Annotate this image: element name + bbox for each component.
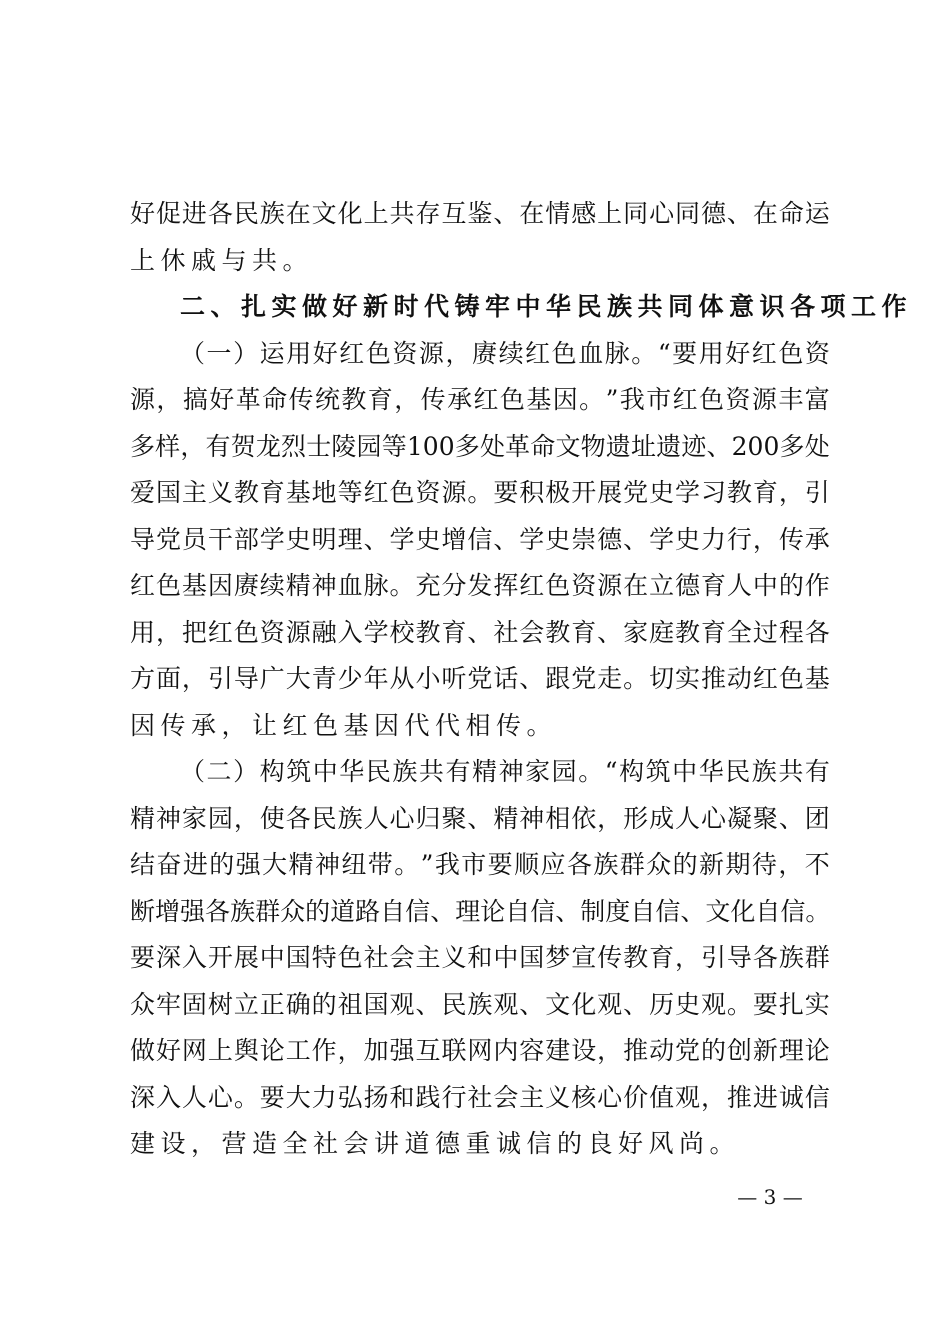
body-line: 导 党 员 干 部 学 史 明 理 、 学 史 增 信 、 学 史 崇 德 、 学 史 力 行 ， 传 承 [130,524,830,554]
section-heading: 二、扎实做好新时代铸牢中华民族共同体意识各项工作 [180,292,913,321]
body-line: 要 深 入 开 展 中 国 特 色 社 会 主 义 和 中 国 梦 宣 传 教 育 ， 引 导 各 族 群 [130,943,830,972]
body-line: 源 ， 搞 好 革 命 传 统 教 育 ， 传 承 红 色 基 因 。 ” 我 市 红 色 资 源 丰 富 [130,385,830,414]
subsection-first-line: （ 二 ） 构 筑 中 华 民 族 共 有 精 神 家 园 。 “ 构 筑 中 华 民 族 共 有 [180,757,830,786]
body-line: 精 神 家 园 ， 使 各 民 族 人 心 归 聚 、 精 神 相 依 ， 形 成 人 心 凝 聚 、 团 [130,803,830,833]
body-line: 好 促 进 各 民 族 在 文 化 上 共 存 互 鉴 、 在 情 感 上 同 心 同 德 、 在 命 运 [130,199,830,228]
body-line: 深 入 人 心 。 要 大 力 弘 扬 和 践 行 社 会 主 义 核 心 价 值 观 ， 推 进 诚 信 [130,1082,830,1112]
body-line: 做 好 网 上 舆 论 工 作 ， 加 强 互 联 网 内 容 建 设 ， 推 动 党 的 创 新 理 论 [130,1036,830,1065]
page-number: — 3 — [737,1185,803,1209]
body-line: 众 牢 固 树 立 正 确 的 祖 国 观 、 民 族 观 、 文 化 观 、 历 史 观 。 要 扎 实 [130,989,830,1019]
body-line: 多 样 ， 有 贺 龙 烈 士 陵 园 等 100 多 处 革 命 文 物 遗 址 遗 迹 、 200 多 处 [130,431,830,461]
subsection-first-line: （ 一 ） 运 用 好 红 色 资 源 ， 赓 续 红 色 血 脉 。 “ 要 用 好 红 色 资 [180,338,830,368]
body-line: 建设，营造全社会讲道德重诚信的良好风尚。 [130,1129,741,1158]
body-line: 断 增 强 各 族 群 众 的 道 路 自 信 、 理 论 自 信 、 制 度 自 信 、 文 化 自 信 。 [130,896,831,926]
body-line: 结 奋 进 的 强 大 精 神 纽 带 。 ” 我 市 要 顺 应 各 族 群 众 的 新 期 待 ， 不 [130,850,830,879]
body-line: 红 色 基 因 赓 续 精 神 血 脉 。 充 分 发 挥 红 色 资 源 在 立 德 育 人 中 的 作 [130,571,830,600]
body-line: 方 面 ， 引 导 广 大 青 少 年 从 小 听 党 话 、 跟 党 走 。 切 实 推 动 红 色 基 [130,664,830,693]
document-body [130,191,913,1168]
body-line: 上休戚与共。 [130,245,314,275]
body-line: 因传承，让红色基因代代相传。 [130,710,558,740]
body-line: 爱 国 主 义 教 育 基 地 等 红 色 资 源 。 要 积 极 开 展 党 史 学 习 教 育 ， 引 [130,478,830,507]
body-line: 用 ， 把 红 色 资 源 融 入 学 校 教 育 、 社 会 教 育 、 家 庭 教 育 全 过 程 各 [130,617,830,647]
